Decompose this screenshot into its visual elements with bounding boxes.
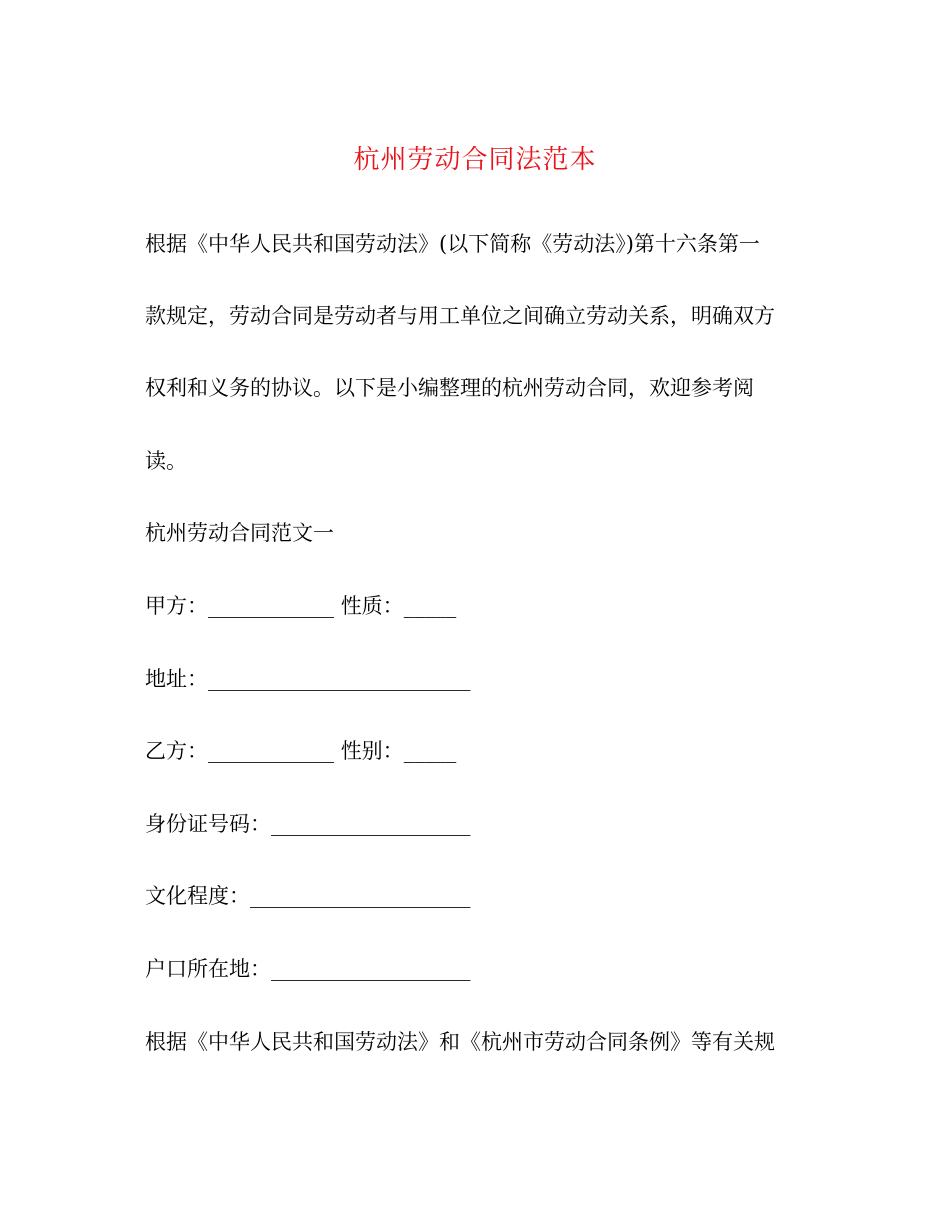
residence-label: 户口所在地： xyxy=(145,957,271,981)
form-row-id-number xyxy=(145,806,471,842)
section-heading: 杭州劳动合同范文一 xyxy=(145,521,334,545)
education-label: 文化程度： xyxy=(145,884,250,908)
party-a-label: 甲方： xyxy=(145,594,208,618)
intro-line-3: 权利和义务的协议。以下是小编整理的杭州劳动合同，欢迎参考阅 xyxy=(145,376,754,400)
nature-blank: _____ xyxy=(403,594,457,618)
form-row-party-b xyxy=(145,733,456,769)
intro-line-2: 款规定，劳动合同是劳动者与用工单位之间确立劳动关系，明确双方 xyxy=(145,304,775,328)
residence-blank: ___________________ xyxy=(271,957,471,981)
id-number-blank: ___________________ xyxy=(271,812,471,836)
intro-line-4: 读。 xyxy=(145,449,187,473)
party-a-blank: ____________ xyxy=(208,594,334,618)
gender-blank: _____ xyxy=(403,739,457,763)
nature-label: 性质： xyxy=(340,594,404,618)
address-label: 地址： xyxy=(145,667,208,691)
id-number-label: 身份证号码： xyxy=(145,812,271,836)
document-title: 杭州劳动合同法范本 xyxy=(353,145,597,175)
form-row-address xyxy=(145,661,471,697)
address-blank: _________________________ xyxy=(208,667,471,691)
party-b-blank: ____________ xyxy=(208,739,334,763)
education-blank: _____________________ xyxy=(250,884,471,908)
gender-label: 性别： xyxy=(340,739,404,763)
closing-line: 根据《中华人民共和国劳动法》和《杭州市劳动合同条例》等有关规 xyxy=(145,1030,775,1054)
form-row-education xyxy=(145,878,471,914)
form-row-residence xyxy=(145,951,471,987)
party-b-label: 乙方： xyxy=(145,739,208,763)
intro-line-1: 根据《中华人民共和国劳动法》(以下简称《劳动法》)第十六条第一 xyxy=(145,232,760,256)
form-row-party-a xyxy=(145,588,456,624)
